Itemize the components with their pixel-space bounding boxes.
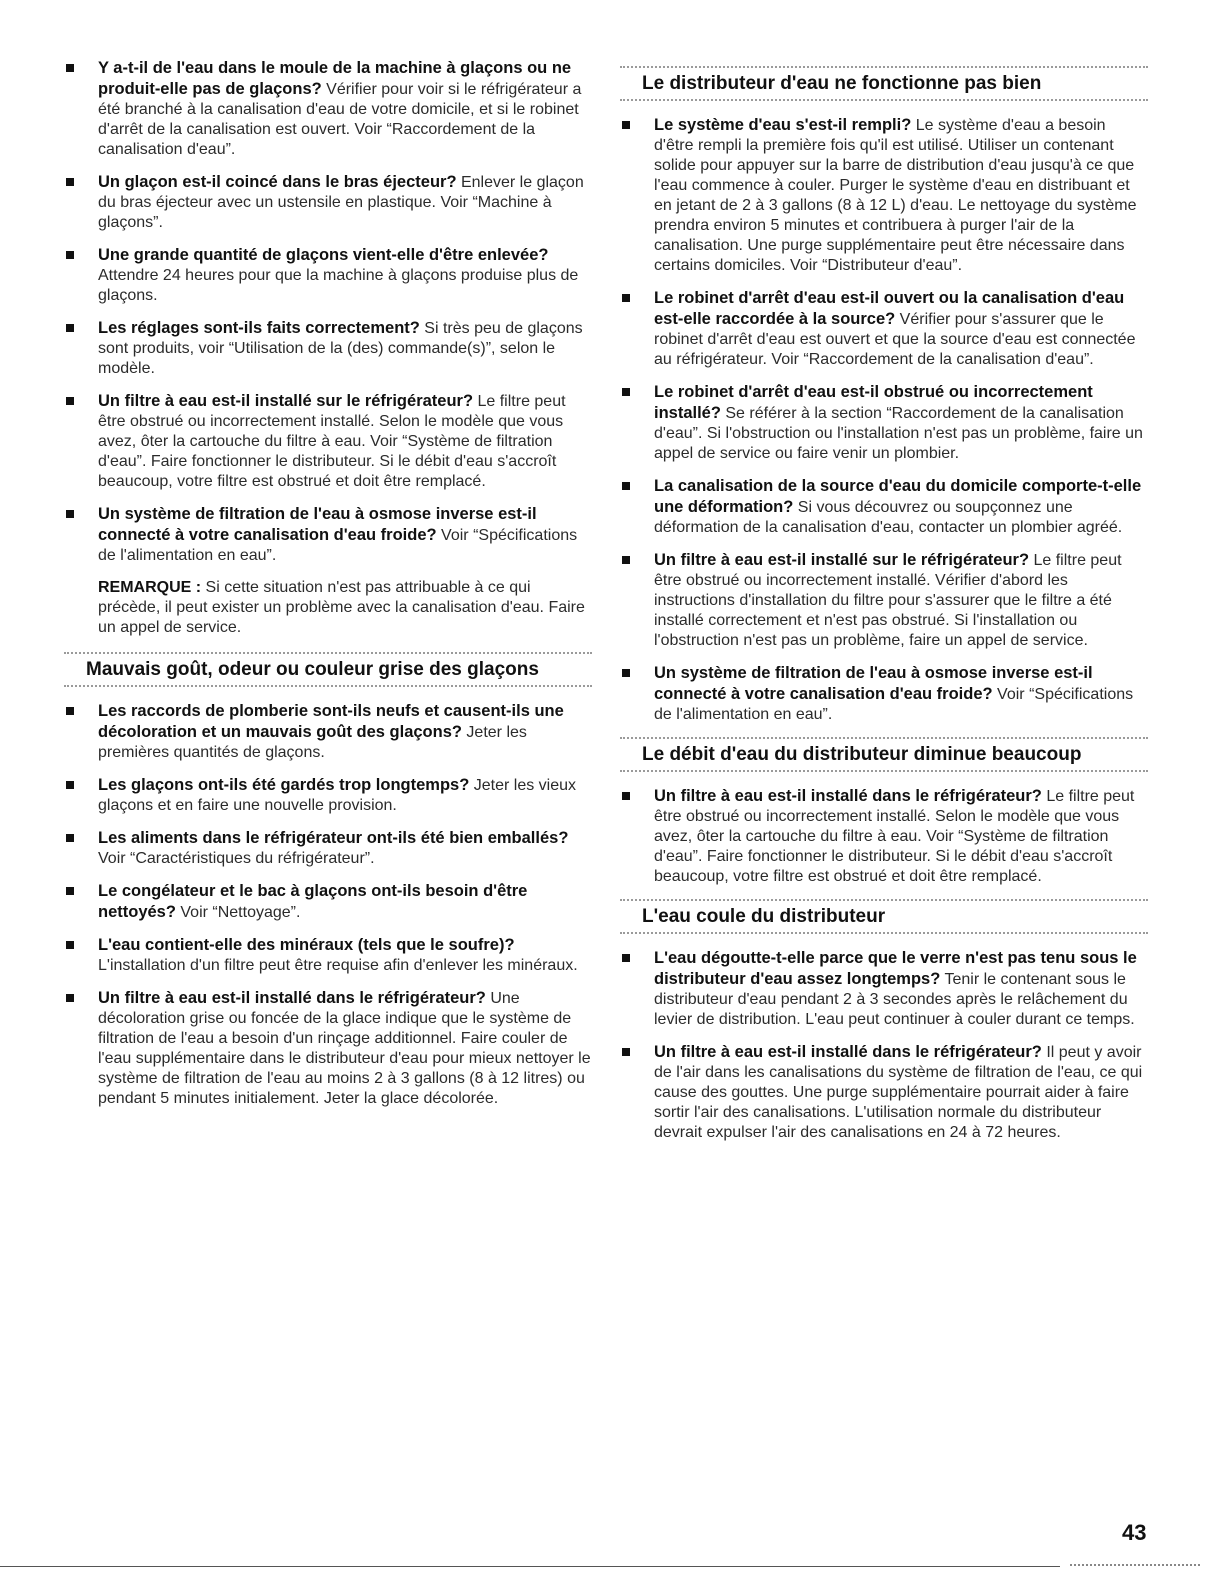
divider	[620, 99, 1148, 101]
section-header	[620, 66, 1148, 101]
list-item: Le système d'eau s'est-il rempli? Le système d'eau a besoin d'être rempli la première fois qu'il est utilisé. Utiliser un contenant solide pour appuyer sur la barre de distribution d'eau jusqu'à ce que l'eau commence à couler. Purger le système d'eau en distribuant et en jetant de 2 à 3 gallons (8 à 12 L) d'eau. Le nettoyage du système prendra environ 5 minutes et contribuera à purger l'air de la canalisation. Une purge supplémentaire peut être nécessaire dans certains domiciles. Voir “Distributeur d'eau”.	[620, 115, 1148, 276]
list-item: Un système de filtration de l'eau à osmose inverse est-il connecté à votre canalisation d'eau froide? Voir “Spécifications de l'alimentation en eau”.	[620, 663, 1148, 725]
left-items-top	[64, 58, 592, 566]
list-item: Le robinet d'arrêt d'eau est-il obstrué ou incorrectement installé? Se référer à la section “Raccordement de la canalisation d'eau”. Si l'obstruction ou l'installation n'est pas un problème, faire un appel de service ou faire venir un plombier.	[620, 382, 1148, 464]
bullet-icon	[622, 294, 630, 302]
list-item: Une grande quantité de glaçons vient-elle d'être enlevée? Attendre 24 heures pour que la machine à glaçons produise plus de glaçons.	[64, 245, 592, 306]
bullet-icon	[66, 781, 74, 789]
section-header	[64, 652, 592, 687]
section-header	[620, 737, 1148, 772]
footer-marks	[1070, 1564, 1200, 1566]
right-section3-items	[620, 948, 1148, 1143]
list-item: Les raccords de plomberie sont-ils neufs et causent-ils une décoloration et un mauvais goût des glaçons? Jeter les premières quantités de glaçons.	[64, 701, 592, 763]
right-column	[620, 66, 1148, 1155]
page-number: 43	[1122, 1520, 1147, 1545]
bullet-icon	[622, 1048, 630, 1056]
bullet-icon	[622, 121, 630, 129]
list-item: L'eau dégoutte-t-elle parce que le verre n'est pas tenu sous le distributeur d'eau assez longtemps? Tenir le contenant sous le distributeur d'eau pendant 2 à 3 secondes après le relâchement du levier de distribution. L'eau peut continuer à couler durant ce temps.	[620, 948, 1148, 1030]
list-item: Y a-t-il de l'eau dans le moule de la machine à glaçons ou ne produit-elle pas de glaçons? Vérifier pour voir si le réfrigérateur a été branché à la canalisation d'eau de votre domicile, et si le robinet d'arrêt de la canalisation est ouvert. Voir “Raccordement de la canalisation d'eau”.	[64, 58, 592, 160]
remark-note: REMARQUE : Si cette situation n'est pas attribuable à ce qui précède, il peut exister un problème avec la canalisation d'eau. Faire un appel de service.	[98, 579, 585, 636]
left-column	[64, 58, 592, 1121]
bullet-icon	[622, 482, 630, 490]
bullet-icon	[66, 64, 74, 72]
section-header	[620, 899, 1148, 934]
list-item: Un système de filtration de l'eau à osmose inverse est-il connecté à votre canalisation d'eau froide? Voir “Spécifications de l'alimentation en eau”.	[64, 504, 592, 566]
list-item: Un filtre à eau est-il installé dans le réfrigérateur? Une décoloration grise ou foncée de la glace indique que le système de filtration de l'eau a besoin d'un rinçage additionnel. Faire couler de l'eau supplémentaire dans le distributeur d'eau pour mieux nettoyer le système de filtration de l'eau au moins 2 à 3 gallons (8 à 12 litres) ou pendant 5 minutes initialement. Jeter la glace décolorée.	[64, 988, 592, 1109]
left-items-bottom	[64, 701, 592, 1109]
bullet-icon	[622, 954, 630, 962]
divider	[64, 685, 592, 687]
right-section2-items	[620, 786, 1148, 887]
list-item: L'eau contient-elle des minéraux (tels que le soufre)? L'installation d'un filtre peut être requise afin d'enlever les minéraux.	[64, 935, 592, 976]
bullet-icon	[622, 388, 630, 396]
section-title: L'eau coule du distributeur	[642, 906, 886, 927]
bullet-icon	[622, 792, 630, 800]
right-section1-items	[620, 115, 1148, 725]
bullet-icon	[66, 397, 74, 405]
bullet-icon	[66, 994, 74, 1002]
list-item: Un filtre à eau est-il installé sur le réfrigérateur? Le filtre peut être obstrué ou incorrectement installé. Vérifier d'abord les instructions d'installation du filtre pour s'assurer que le filtre a été installé correctement et n'est pas obstrué. Si l'installation ou l'obstruction n'est pas un problème, faire un appel de service.	[620, 550, 1148, 651]
bullet-icon	[622, 556, 630, 564]
divider	[620, 770, 1148, 772]
section-title: Le distributeur d'eau ne fonctionne pas bien	[642, 73, 1042, 94]
list-item: La canalisation de la source d'eau du domicile comporte-t-elle une déformation? Si vous découvrez ou soupçonnez une déformation de la canalisation d'eau, contacter un plombier agréé.	[620, 476, 1148, 538]
divider	[620, 932, 1148, 934]
list-item: Les aliments dans le réfrigérateur ont-ils été bien emballés? Voir “Caractéristiques du réfrigérateur”.	[64, 828, 592, 869]
list-item: Un filtre à eau est-il installé sur le réfrigérateur? Le filtre peut être obstrué ou incorrectement installé. Selon le modèle que vous avez, ôter la cartouche du filtre à eau. Voir “Système de filtration d'eau”. Faire fonctionner le distributeur. Si le débit d'eau s'accroît beaucoup, votre filtre est obstrué et doit être remplacé.	[64, 391, 592, 492]
bullet-icon	[66, 510, 74, 518]
list-item: Le congélateur et le bac à glaçons ont-ils besoin d'être nettoyés? Voir “Nettoyage”.	[64, 881, 592, 923]
bullet-icon	[66, 941, 74, 949]
bullet-icon	[66, 834, 74, 842]
bullet-icon	[66, 178, 74, 186]
bullet-icon	[66, 707, 74, 715]
bullet-icon	[66, 324, 74, 332]
list-item: Les glaçons ont-ils été gardés trop longtemps? Jeter les vieux glaçons et en faire une nouvelle provision.	[64, 775, 592, 816]
list-item: Le robinet d'arrêt d'eau est-il ouvert ou la canalisation d'eau est-elle raccordée à la source? Vérifier pour s'assurer que le robinet d'arrêt d'eau est ouvert et que la source d'eau est connectée au réfrigérateur. Voir “Raccordement de la canalisation d'eau”.	[620, 288, 1148, 370]
list-item: Un filtre à eau est-il installé dans le réfrigérateur? Il peut y avoir de l'air dans les canalisations du système de filtration de l'eau, ce qui cause des gouttes. Une purge supplémentaire pourrait aider à faire sortir l'air des canalisations. L'utilisation normale du distributeur devrait expulser l'air des canalisations en 24 à 72 heures.	[620, 1042, 1148, 1143]
bullet-icon	[622, 669, 630, 677]
bullet-icon	[66, 251, 74, 259]
list-item: Un glaçon est-il coincé dans le bras éjecteur? Enlever le glaçon du bras éjecteur avec un ustensile en plastique. Voir “Machine à glaçons”.	[64, 172, 592, 233]
list-item: Un filtre à eau est-il installé dans le réfrigérateur? Le filtre peut être obstrué ou incorrectement installé. Selon le modèle que vous avez, ôter la cartouche du filtre à eau. Voir “Système de filtration d'eau”. Faire fonctionner le distributeur. Si le débit d'eau s'accroît beaucoup, votre filtre est obstrué et doit être remplacé.	[620, 786, 1148, 887]
section-title: Le débit d'eau du distributeur diminue beaucoup	[642, 744, 1082, 765]
footer-rule	[0, 1566, 1060, 1567]
section-title: Mauvais goût, odeur ou couleur grise des glaçons	[86, 659, 539, 680]
list-item: Les réglages sont-ils faits correctement? Si très peu de glaçons sont produits, voir “Utilisation de la (des) commande(s)”, selon le modèle.	[64, 318, 592, 379]
bullet-icon	[66, 887, 74, 895]
